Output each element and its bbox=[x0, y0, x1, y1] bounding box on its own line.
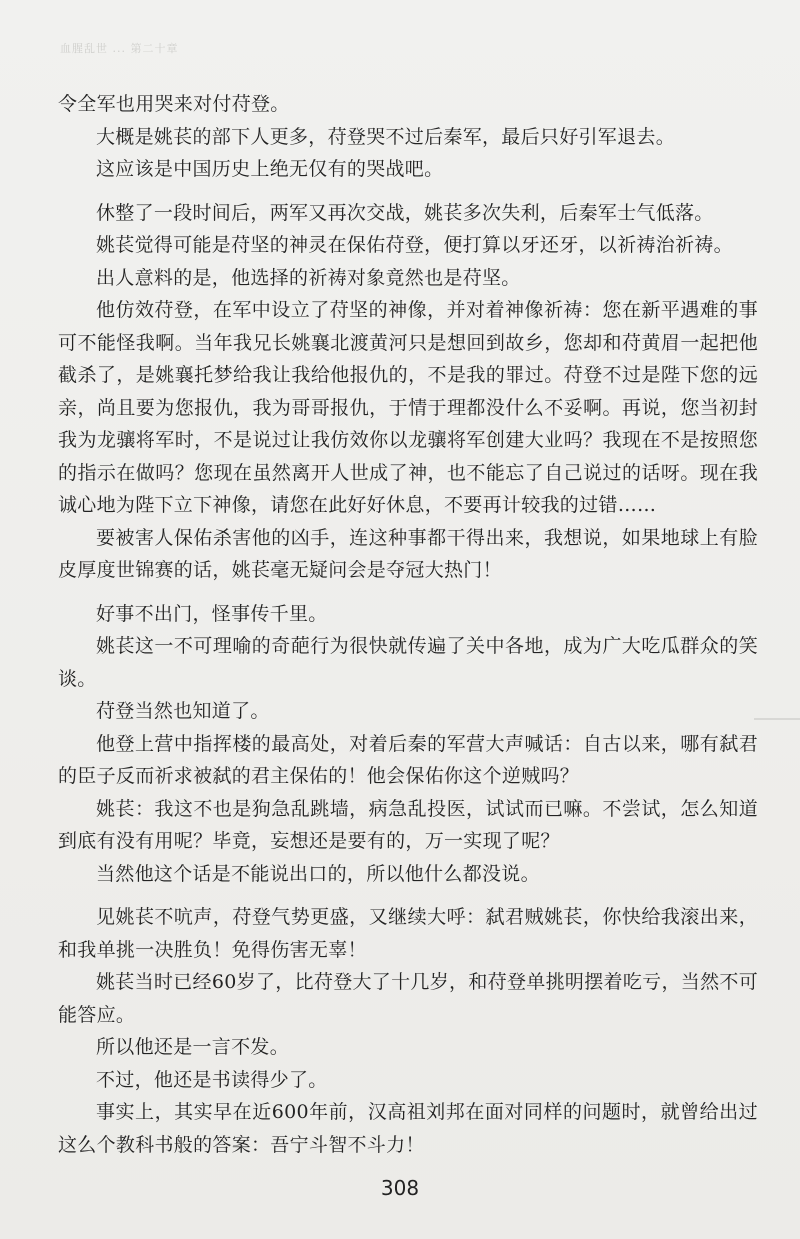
paragraph: 他登上营中指挥楼的最高处，对着后秦的军营大声喊话：自古以来，哪有弑君的臣子反而祈求被弑的君主保佑的！他会保佑你这个逆贼吗？ bbox=[58, 732, 758, 787]
running-header: 血腥乱世 ... 第二十章 bbox=[60, 42, 179, 55]
paragraph: 当然他这个话是不能说出口的，所以他什么都没说。 bbox=[96, 862, 540, 885]
paragraph: 姚苌这一不可理喻的奇葩行为很快就传遍了关中各地，成为广大吃瓜群众的笑谈。 bbox=[58, 635, 758, 690]
paragraph: 苻登当然也知道了。 bbox=[96, 700, 270, 722]
paragraph: 事实上，其实早在近600年前，汉高祖刘邦在面对同样的问题时，就曾给出过这么个教科书般的答案：吾宁斗智不斗力！ bbox=[58, 1101, 758, 1156]
paragraph: 不过，他还是书读得少了。 bbox=[96, 1068, 328, 1091]
paragraph: 所以他还是一言不发。 bbox=[96, 1036, 290, 1058]
paragraph: 这应该是中国历史上绝无仅有的哭战吧。 bbox=[96, 158, 444, 180]
paragraph: 休整了一段时间后，两军又再次交战，姚苌多次失利，后秦军士气低落。 bbox=[96, 201, 714, 224]
paragraph: 好事不出门，怪事传千里。 bbox=[96, 602, 328, 625]
page-crease bbox=[754, 718, 800, 720]
paragraph: 大概是姚苌的部下人更多，苻登哭不过后秦军，最后只好引军退去。 bbox=[96, 125, 676, 148]
paragraph: 姚苌当时已经60岁了，比苻登大了十几岁，和苻登单挑明摆着吃亏，当然不可能答应。 bbox=[58, 971, 758, 1026]
paragraph: 姚苌觉得可能是苻坚的神灵在保佑苻登，便打算以牙还牙，以祈祷治祈祷。 bbox=[96, 234, 733, 256]
paragraph: 要被害人保佑杀害他的凶手，连这种事都干得出来，我想说，如果地球上有脸皮厚度世锦赛的话，姚苌毫无疑问会是夺冠大热门！ bbox=[58, 526, 758, 581]
paragraph: 出人意料的是，他选择的祈祷对象竟然也是苻坚。 bbox=[96, 266, 521, 289]
paragraph: 令全军也用哭来对付苻登。 bbox=[58, 93, 290, 115]
paragraph: 姚苌：我这不也是狗急乱跳墙，病急乱投医，试试而已嘛。不尝试，怎么知道到底有没有用呢？毕竟，妄想还是要有的，万一实现了呢？ bbox=[58, 797, 758, 852]
body-text bbox=[58, 88, 758, 1161]
page-number: 308 bbox=[380, 1176, 420, 1200]
paragraph: 见姚苌不吭声，苻登气势更盛，又继续大呼：弑君贼姚苌，你快给我滚出来，和我单挑一决胜负！免得伤害无辜！ bbox=[58, 906, 758, 961]
paragraph: 他仿效苻登，在军中设立了苻坚的神像，并对着神像祈祷：您在新平遇难的事可不能怪我啊。当年我兄长姚襄北渡黄河只是想回到故乡，您却和苻黄眉一起把他截杀了，是姚襄托梦给我让我给他报仇的，不是我的罪过。苻登不过是陛下您的远亲，尚且要为您报仇，我为哥哥报仇，于情于理都没什么不妥啊。再说，您当初封我为龙骧将军时，不是说过让我仿效你以龙骧将军创建大业吗？我现在不是按照您的指示在做吗？您现在虽然离开人世成了神，也不能忘了自己说过的话呀。现在我诚心地为陛下立下神像，请您在此好好休息，不要再计较我的过错…… bbox=[58, 299, 758, 516]
